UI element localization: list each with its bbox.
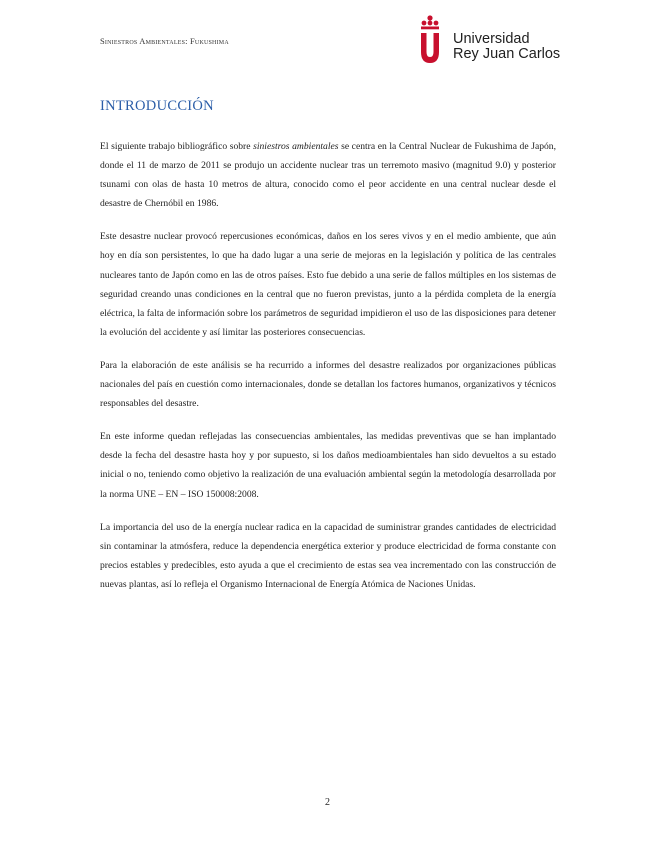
urjc-emblem-icon (418, 14, 450, 66)
university-name-line1: Universidad (453, 31, 530, 47)
university-logo (418, 14, 561, 66)
page-number: 2 (325, 797, 330, 808)
paragraph-1 (100, 137, 556, 213)
paragraph-5: La importancia del uso de la energía nuclear radica en la capacidad de suministrar grandes cantidades de electricidad sin contaminar la atmósfera, reduce la dependencia energética exterior y produce electricidad de forma constante con precios estables y predecibles, esto ayuda a que el crecimiento de estas sea vea incrementado con las construcción de nuevas plantas, así lo refleja el Organismo Internacional de Energía Atómica de Naciones Unidas. (100, 521, 556, 590)
university-name (453, 32, 560, 62)
running-header-title: Siniestros Ambientales: Fukushima (100, 36, 229, 46)
document-body (100, 137, 556, 608)
paragraph-3: Para la elaboración de este análisis se ha recurrido a informes del desastre realizados por organizaciones públicas nacionales del país en cuestión como internacionales, donde se detallan los factores humanos, organizativos y técnicos responsables del desastre. (100, 359, 556, 410)
paragraph-1-end: se centra en la Central Nuclear de Fukushima de Japón, donde el 11 de marzo de 2011 se produjo un accidente nuclear tras un terremoto masivo (magnitud 9.0) y posterior tsunami con olas de hasta 10 metros de altura, conocido como el peor accidente en una central nuclear desde el desastre de Chernóbil en 1986. (100, 141, 556, 210)
section-title: INTRODUCCIÓN (100, 98, 214, 114)
paragraph-4: En este informe quedan reflejadas las consecuencias ambientales, las medidas preventivas que se han implantado desde la fecha del desastre hasta hoy y por supuesto, si los daños medioambientales han sido devueltos a su estado inicial o no, teniendo como objetivo la realización de una evaluación ambiental según la metodología desarrollada por la norma UNE – EN – ISO 150008:2008. (100, 431, 556, 500)
university-name-line2: Rey Juan Carlos (453, 46, 561, 62)
paragraph-1-start: El siguiente trabajo bibliográfico sobre (100, 141, 254, 152)
paragraph-1-emphasis: siniestros ambientales (253, 141, 339, 152)
paragraph-2: Este desastre nuclear provocó repercusiones económicas, daños en los seres vivos y en el medio ambiente, que aún hoy en día son persistentes, lo que ha dado lugar a una serie de mejoras en la legislación y política de las centrales nucleares tanto de Japón como en las de otros países. Esto fue debido a una serie de fallos múltiples en los sistemas de seguridad creando unas condiciones en la central que no fueron previstas, junto a la pérdida completa de la energía eléctrica, la falta de información sobre los parámetros de seguridad impidieron el uso de las disposiciones para detener la evolución del accidente y así limitar las posteriores consecuencias. (100, 231, 556, 338)
